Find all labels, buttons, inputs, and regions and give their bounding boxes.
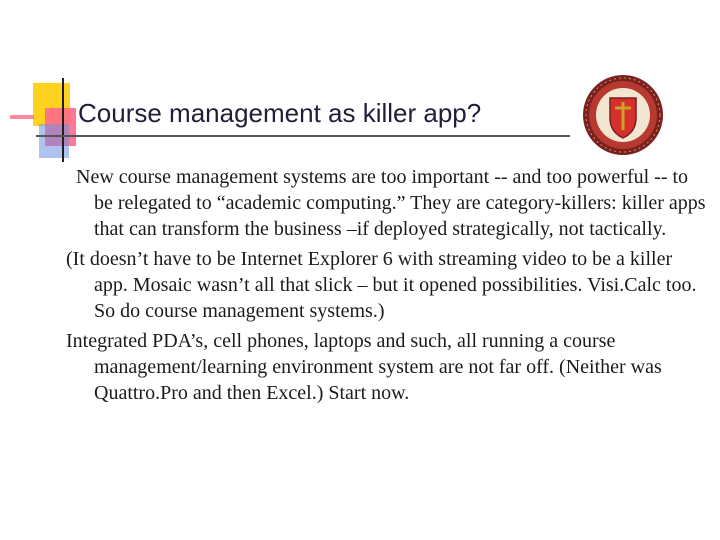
decorative-blue-block xyxy=(39,124,69,158)
paragraph-3: Integrated PDA’s, cell phones, laptops and such, all running a course management/learning environment system are not far off. (Neither was Quattro.Pro and then Excel.) Start now. xyxy=(66,330,662,404)
university-seal-icon xyxy=(582,74,664,156)
slide-title: Course management as killer app? xyxy=(78,98,482,128)
paragraph-1: New course management systems are too important -- and too powerful -- to be relegated to “academic computing.” They are category-killers: killer apps that can transform the business –if deployed strategically, not tactically. xyxy=(76,166,706,240)
decorative-red-line xyxy=(10,115,34,119)
title-underline xyxy=(36,135,570,137)
paragraph-2: (It doesn’t have to be Internet Explorer 6 with streaming video to be a killer app. Mosaic wasn’t all that slick – but it opened possibilities. Visi.Calc too. So do course management systems.) xyxy=(66,248,697,322)
decorative-vertical-line xyxy=(62,78,64,162)
slide-body xyxy=(66,164,706,410)
